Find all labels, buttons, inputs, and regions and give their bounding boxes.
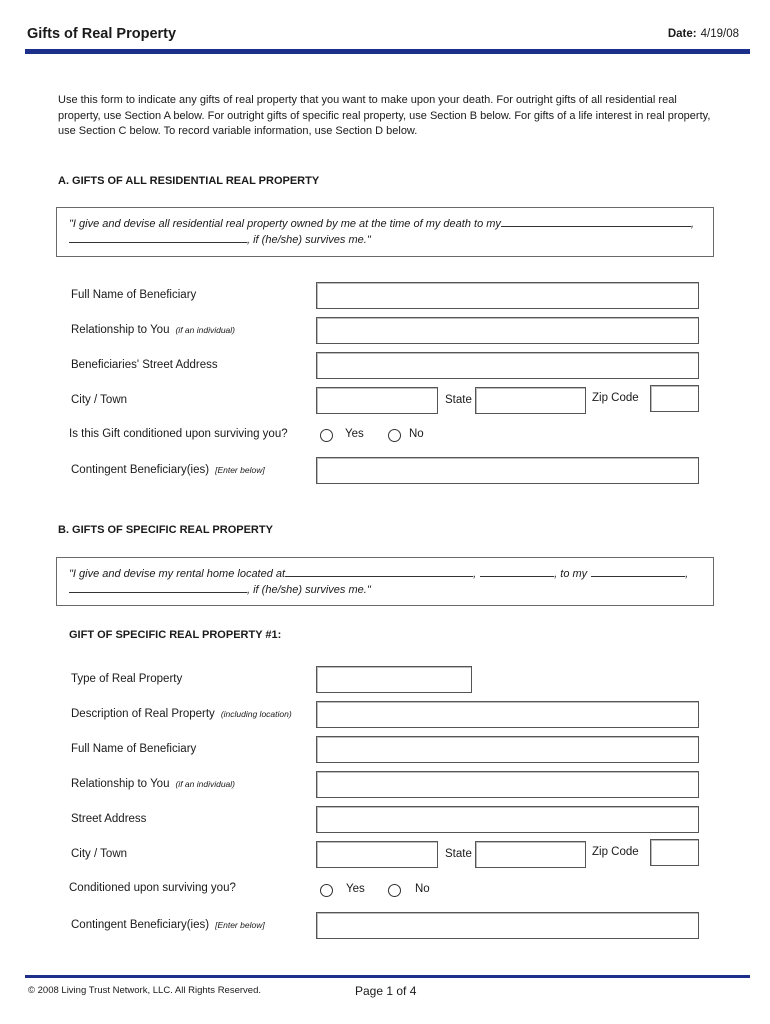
date-display	[668, 28, 739, 40]
conditioned-no-label: No	[409, 428, 424, 440]
section-a-heading: A. GIFTS OF ALL RESIDENTIAL REAL PROPERTY	[58, 175, 320, 187]
section-b-heading: B. GIFTS OF SPECIFIC REAL PROPERTY	[58, 524, 273, 536]
relationship-label	[71, 324, 235, 336]
zip-label: Zip Code	[592, 392, 639, 404]
section-a-quote	[69, 216, 709, 248]
b-state-field[interactable]	[475, 841, 586, 868]
b-type-field[interactable]	[316, 666, 472, 693]
b-full-name-label: Full Name of Beneficiary	[71, 743, 197, 755]
city-label: City / Town	[71, 394, 128, 406]
b-contingent-hint: [Enter below]	[215, 920, 265, 930]
b-relationship-field[interactable]	[316, 771, 699, 798]
b-contingent-field[interactable]	[316, 912, 699, 939]
conditioned-no-radio[interactable]	[388, 429, 401, 442]
section-a-blank-name[interactable]	[69, 242, 247, 243]
b-conditioned-yes-radio[interactable]	[320, 884, 333, 897]
b-street-label: Street Address	[71, 813, 147, 825]
b-zip-field[interactable]	[650, 839, 699, 866]
b-city-field[interactable]	[316, 841, 438, 868]
section-a-quote-part2: , if (he/she) survives me."	[247, 234, 371, 246]
section-b-quote-part1: "I give and devise my rental home located at	[69, 568, 286, 580]
b-contingent-label-text: Contingent Beneficiary(ies)	[71, 919, 210, 931]
city-field[interactable]	[316, 387, 438, 414]
conditioned-label: Is this Gift conditioned upon surviving you?	[69, 428, 288, 440]
street-address-field[interactable]	[316, 352, 699, 379]
conditioned-yes-radio[interactable]	[320, 429, 333, 442]
relationship-field[interactable]	[316, 317, 699, 344]
relationship-hint: (if an individual)	[175, 325, 235, 335]
b-conditioned-label: Conditioned upon surviving you?	[69, 882, 236, 894]
b-relationship-label	[71, 778, 235, 790]
b-contingent-label	[71, 919, 265, 931]
full-name-field[interactable]	[316, 282, 699, 309]
gift-1-subheading: GIFT OF SPECIFIC REAL PROPERTY #1:	[69, 629, 282, 641]
b-relationship-label-text: Relationship to You	[71, 778, 170, 790]
b-description-label-text: Description of Real Property	[71, 708, 215, 720]
conditioned-yes-label: Yes	[345, 428, 364, 440]
b-description-hint: (including location)	[220, 709, 292, 719]
b-description-field[interactable]	[316, 701, 699, 728]
b-type-label: Type of Real Property	[71, 673, 183, 685]
full-name-label: Full Name of Beneficiary	[71, 289, 197, 301]
intro-paragraph: Use this form to indicate any gifts of real property that you want to make upon your death. For outright gifts of all residential real property, use Section A below. For outright gifts of specific real property, use Section B below. For gifts of a life interest in real property, use Section C below. To record variable information, use Section D below.	[58, 94, 711, 137]
section-b-blank-city[interactable]	[480, 576, 554, 577]
contingent-label-text: Contingent Beneficiary(ies)	[71, 464, 210, 476]
page-title: Gifts of Real Property	[27, 26, 177, 42]
contingent-hint: [Enter below]	[215, 465, 265, 475]
zip-field[interactable]	[650, 385, 699, 412]
date-value: 4/19/08	[700, 28, 739, 40]
footer-divider	[25, 975, 750, 978]
section-b-quote-box	[56, 557, 714, 606]
section-b-quote-to-my: , to my	[554, 568, 588, 580]
b-street-field[interactable]	[316, 806, 699, 833]
section-a-blank-relation[interactable]	[501, 226, 691, 227]
b-zip-label: Zip Code	[592, 846, 639, 858]
section-a-quote-part1: "I give and devise all residential real property owned by me at the time of my death to my	[69, 218, 501, 230]
section-b-quote-comma1: ,	[473, 568, 477, 580]
section-b-quote-comma2: ,	[685, 568, 689, 580]
section-b-quote	[69, 566, 709, 598]
b-city-label: City / Town	[71, 848, 128, 860]
section-a-quote-comma: ,	[690, 218, 694, 230]
section-a-quote-box	[56, 207, 714, 257]
b-description-label	[71, 708, 292, 720]
copyright-text: © 2008 Living Trust Network, LLC. All Rights Reserved.	[28, 985, 261, 996]
header-divider	[25, 49, 750, 54]
contingent-label	[71, 464, 265, 476]
b-full-name-field[interactable]	[316, 736, 699, 763]
page-number: Page 1 of 4	[355, 984, 417, 998]
section-b-blank-name[interactable]	[69, 592, 247, 593]
relationship-label-text: Relationship to You	[71, 324, 170, 336]
b-relationship-hint: (if an individual)	[175, 779, 235, 789]
b-conditioned-no-label: No	[415, 883, 430, 895]
section-b-blank-relation[interactable]	[591, 576, 685, 577]
street-address-label: Beneficiaries' Street Address	[71, 359, 218, 371]
section-b-blank-location[interactable]	[285, 576, 473, 577]
b-conditioned-yes-label: Yes	[346, 883, 365, 895]
b-conditioned-no-radio[interactable]	[388, 884, 401, 897]
state-field[interactable]	[475, 387, 586, 414]
b-state-label: State	[445, 848, 472, 860]
state-label: State	[445, 394, 472, 406]
contingent-field[interactable]	[316, 457, 699, 484]
date-label: Date:	[667, 28, 697, 40]
section-b-quote-part2: , if (he/she) survives me."	[247, 584, 371, 596]
